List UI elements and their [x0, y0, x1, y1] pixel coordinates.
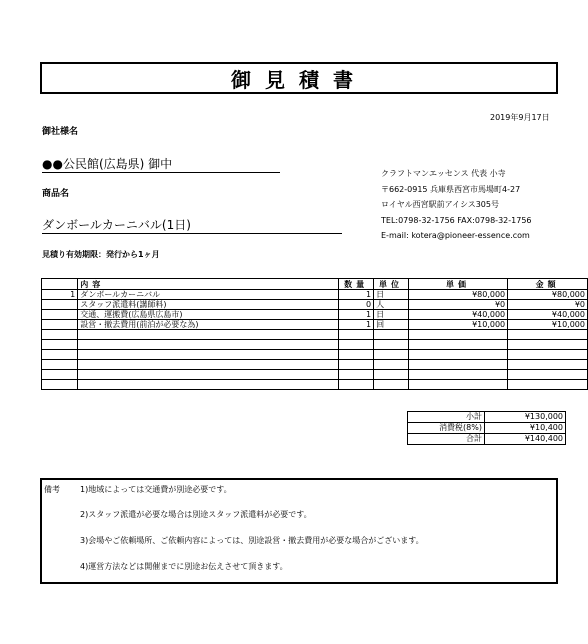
table-row — [42, 360, 588, 370]
issuer-address-1: 〒662-0915 兵庫県西宮市馬場町4-27 — [381, 184, 521, 194]
total-row — [408, 434, 566, 445]
note-line-4: 4)運営方法などは開催までに別途お伝えさせて頂きます。 — [80, 562, 288, 571]
header-unit-price: 単価 — [408, 279, 507, 290]
row-unit-price: ¥10,000 — [408, 320, 507, 330]
row-description: 交通、運搬費(広島県広島市) — [78, 310, 339, 320]
table-row — [42, 300, 588, 310]
issuer-block — [381, 166, 532, 244]
row-quantity: 1 — [339, 310, 374, 320]
header-unit: 単位 — [374, 279, 409, 290]
row-quantity: 1 — [339, 320, 374, 330]
totals-table — [407, 411, 566, 445]
row-quantity: 1 — [339, 290, 374, 300]
note-line-2: 2)スタッフ派遣が必要な場合は別途スタッフ派遣料が必要です。 — [80, 510, 312, 519]
header-description: 内容 — [78, 279, 339, 290]
header-amount: 金額 — [508, 279, 588, 290]
row-number — [42, 320, 78, 330]
row-number — [42, 310, 78, 320]
table-row — [42, 340, 588, 350]
row-description: 設営・撤去費用(前泊が必要な為) — [78, 320, 339, 330]
table-row — [42, 290, 588, 300]
estimate-table — [41, 278, 588, 390]
total-label: 合計 — [408, 434, 485, 445]
header-no — [42, 279, 78, 290]
table-row — [42, 350, 588, 360]
table-row — [42, 320, 588, 330]
row-amount: ¥0 — [508, 300, 588, 310]
tax-row — [408, 423, 566, 434]
row-unit-price: ¥0 — [408, 300, 507, 310]
row-unit-price: ¥40,000 — [408, 310, 507, 320]
issuer-address-2: ロイヤル西宮駅前アイシス305号 — [381, 200, 499, 209]
table-header-row — [42, 279, 588, 290]
subtotal-value: ¥130,000 — [485, 412, 566, 423]
note-line-3: 3)会場やご依頼場所、ご依頼内容によっては、別途設営・撤去費用が必要な場合がございます。 — [80, 536, 424, 545]
issue-date: 2019年9月17日 — [490, 113, 550, 122]
row-description: ダンボールカーニバル — [78, 290, 339, 300]
row-number: 1 — [42, 290, 78, 300]
total-value: ¥140,400 — [485, 434, 566, 445]
row-unit: 日 — [374, 290, 409, 300]
row-amount: ¥10,000 — [508, 320, 588, 330]
recipient-name: ●●公民館(広島県) 御中 — [42, 155, 280, 173]
product-name: ダンボールカーニバル(1日) — [42, 216, 342, 234]
row-amount: ¥80,000 — [508, 290, 588, 300]
row-unit: 人 — [374, 300, 409, 310]
row-amount: ¥40,000 — [508, 310, 588, 320]
recipient-label: 御社様名 — [42, 127, 79, 137]
document-title: 御見積書 — [40, 62, 558, 94]
table-row — [42, 380, 588, 390]
subtotal-label: 小計 — [408, 412, 485, 423]
issuer-tel-fax: TEL:0798-32-1756 FAX:0798-32-1756 — [381, 215, 532, 225]
subtotal-row — [408, 412, 566, 423]
issuer-name: クラフトマンエッセンス 代表 小寺 — [381, 169, 506, 178]
row-unit-price: ¥80,000 — [408, 290, 507, 300]
table-row — [42, 370, 588, 380]
row-quantity: 0 — [339, 300, 374, 310]
tax-label: 消費税(8%) — [408, 423, 485, 434]
notes-box — [40, 478, 558, 584]
tax-value: ¥10,400 — [485, 423, 566, 434]
note-line-1: 1)地域によっては交通費が別途必要です。 — [80, 485, 232, 494]
validity-note: 見積り有効期限：発行から1ヶ月 — [42, 250, 160, 259]
table-row — [42, 330, 588, 340]
row-unit: 回 — [374, 320, 409, 330]
row-unit: 日 — [374, 310, 409, 320]
row-number — [42, 300, 78, 310]
row-description: スタッフ派遣料(講師料) — [78, 300, 339, 310]
issuer-email: E-mail: kotera@pioneer-essence.com — [381, 231, 530, 240]
header-quantity: 数量 — [339, 279, 374, 290]
table-row — [42, 310, 588, 320]
notes-label: 備考 — [44, 485, 60, 494]
product-label: 商品名 — [42, 189, 70, 199]
